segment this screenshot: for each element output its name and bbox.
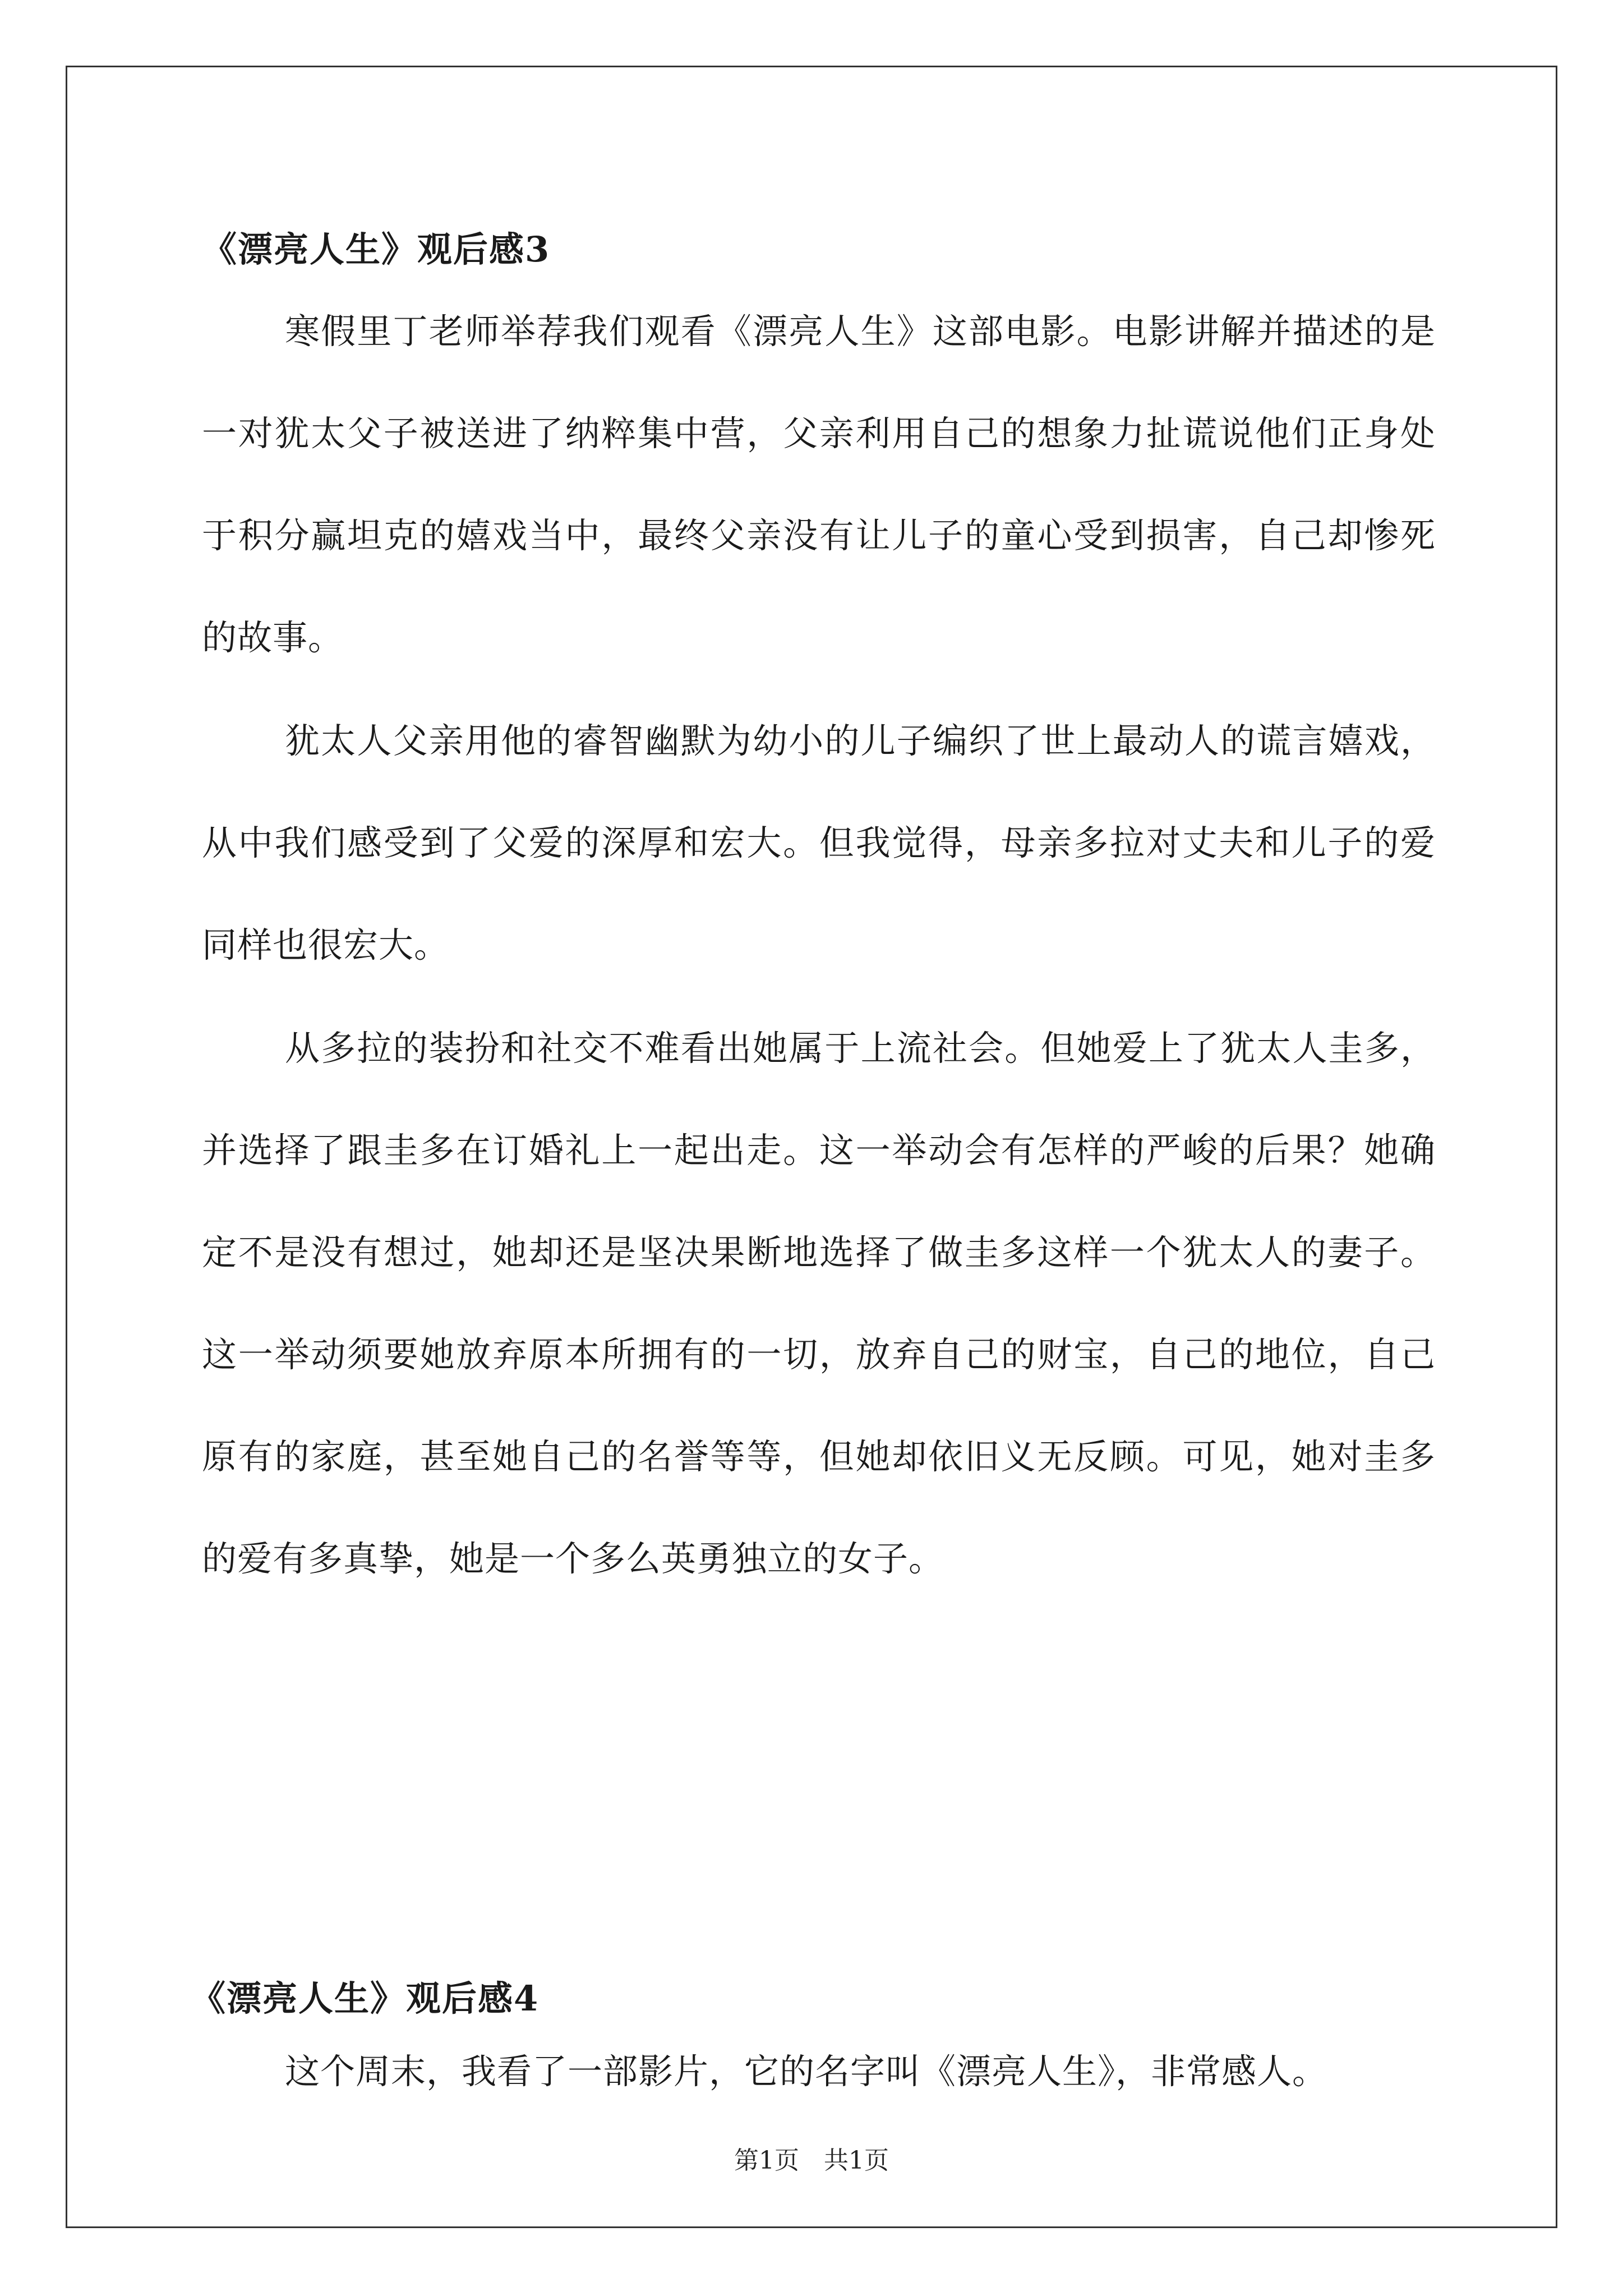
- paragraph: 寒假里丁老师举荐我们观看《漂亮人生》这部电影。电影讲解并描述的是一对犹太父子被送进了纳粹集中营，父亲利用自己的想象力扯谎说他们正身处于积分赢坦克的嬉戏当中，最终父亲没有让儿子的童心受到损害，自己却惨死的故事。: [202, 311, 1436, 658]
- page-footer: 第1页 共1页: [734, 2146, 889, 2175]
- paragraph: 从多拉的装扮和社交不难看出她属于上流社会。但她爱上了犹太人圭多，并选择了跟圭多在订婚礼上一起出走。这一举动会有怎样的严峻的后果？她确定不是没有想过，她却还是坚决果断地选择了做圭多这样一个犹太人的妻子。这一举动须要她放弃原本所拥有的一切，放弃自己的财宝，自己的地位，自己原有的家庭，甚至她自己的名誉等等，但她却依旧义无反顾。可见，她对圭多的爱有多真挚，她是一个多么英勇独立的女子。: [202, 1028, 1436, 1579]
- paragraph: 这个周末，我看了一部影片，它的名字叫《漂亮人生》，非常感人。: [285, 2051, 1328, 2092]
- section-heading: 《漂亮人生》观后感3: [202, 229, 551, 270]
- paragraph: 犹太人父亲用他的睿智幽默为幼小的儿子编织了世上最动人的谎言嬉戏，从中我们感受到了父爱的深厚和宏大。但我觉得，母亲多拉对丈夫和儿子的爱同样也很宏大。: [202, 720, 1436, 965]
- section-heading: 《漂亮人生》观后感4: [191, 1978, 540, 2019]
